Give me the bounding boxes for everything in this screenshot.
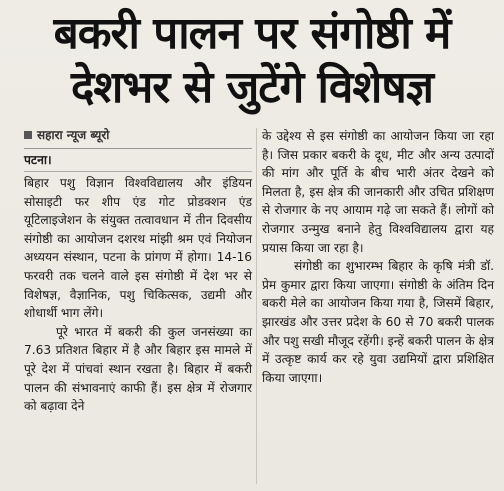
article-paragraph: संगोष्ठी का शुभारम्भ बिहार के कृषि मंत्री डॉ. प्रेम कुमार द्वारा किया जाएगा। संगोष्ठी के अंतिम दिन बकरी मेले का आयोजन किया गया है, जिसमें बिहार, झारखंड और उत्तर प्रदेश के 60 से 70 बकरी पालक और पशु सखी मौजूद रहेंगी। इन्हें बकरी पालन के क्षेत्र में उत्कृष्ट कार्य कर रहे युवा उद्यमियों द्वारा प्रशिक्षित किया जाएगा। (262, 259, 494, 385)
column-divider (256, 128, 257, 484)
byline-text: सहारा न्यूज ब्यूरो (37, 127, 110, 142)
dateline: पटना। (24, 153, 52, 167)
byline-square-icon (24, 131, 32, 139)
article-paragraph: बिहार पशु विज्ञान विश्वविद्यालय और इंडियन सोसाइटी फर शीप एंड गोट प्रोडक्शन एंड यूटिलाइजेशन के संयुक्त तत्वावधान में तीन दिवसीय संगोष्ठी का आयोजन दशरथ मांझी श्रम एवं नियोजन अध्ययन संस्थान, पटना के प्रांगण में होगा। 14-16 फरवरी तक चलने वाले इस संगोष्ठी में देश भर से विशेषज्ञ, वैज्ञानिक, पशु चिकित्सक, उद्यमी और शोधार्थी भाग लेंगे। (24, 176, 252, 321)
article-paragraph: पूरे भारत में बकरी की कुल जनसंख्या का 7.63 प्रतिशत बिहार में है और बिहार इस मामले में पूरे देश में पांचवां स्थान रखता है। बिहार में बकरी पालन की संभावनाएं काफी हैं। इस क्षेत्र में रोजगार को बढ़ावा देने (24, 324, 252, 414)
byline-divider (24, 148, 252, 149)
headline-line-2: देशभर से जुटेंगे विशेषज्ञ (71, 62, 433, 113)
headline-line-1: बकरी पालन पर संगोष्ठी में (53, 8, 451, 59)
article-paragraph: के उद्देश्य से इस संगोष्ठी का आयोजन किया जा रहा है। जिस प्रकार बकरी के दूध, मीट और अन्य उत्पादों की मांग और पूर्ति के बीच भारी अंतर देखने को मिलता है, इस क्षेत्र की जानकारी और उचित प्रशिक्षण से रोजगार के नए आयाम गढ़े जा सकते हैं। लोगों को रोजगार उन्मुख बनाने हेतु विश्वविद्यालय द्वारा यह प्रयास किया जा रहा है। (262, 129, 494, 255)
left-column (24, 126, 252, 416)
dateline-divider (24, 171, 252, 172)
right-column (262, 127, 494, 387)
byline (24, 126, 252, 144)
